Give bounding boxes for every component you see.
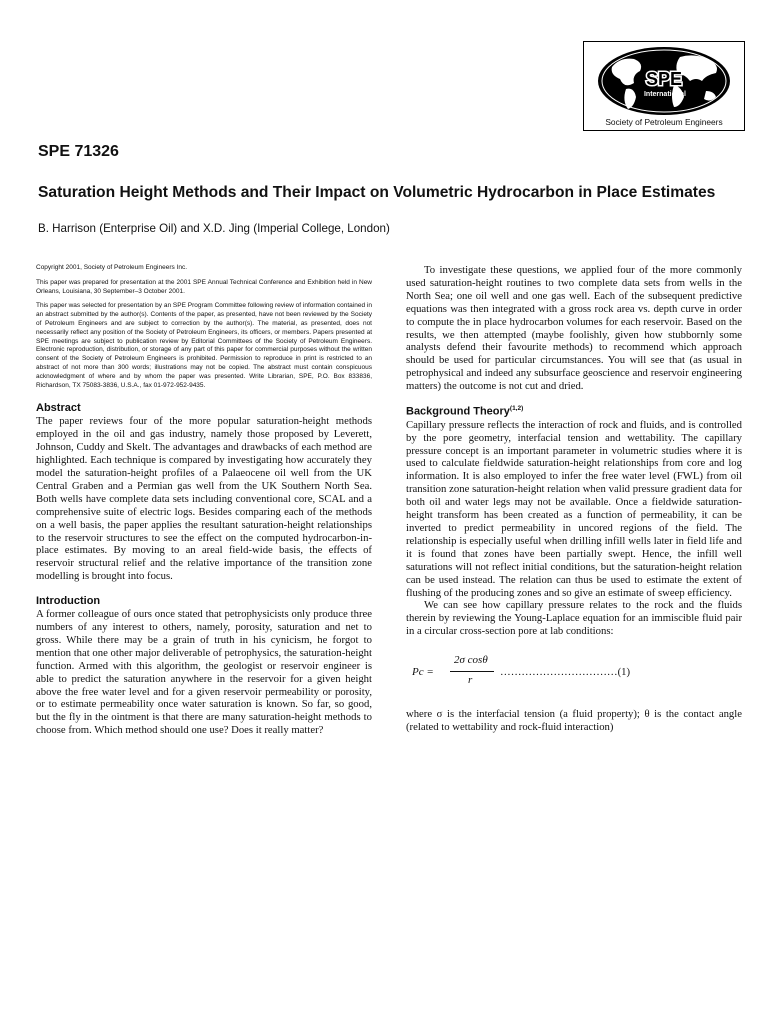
equation-lhs: Pc = <box>412 666 434 679</box>
right-column <box>406 264 742 734</box>
abstract-text: The paper reviews four of the more popular saturation-height methods employed in the oil and gas industry, namely those proposed by Leverett, Johnson, Cuddy and Skelt. The advantages and drawbacks of each method are highlighted. Each technique is compared by investigating how accurately they model the saturation-height profiles of a Palaeocene oil well from the UK Central Graben and a Permian gas well from the UK Southern North Sea. Both wells have complete data sets including conventional core, SCAL and a comprehensive suite of electric logs. Besides comparing each of the methods on a well basis, the paper applies the resultant saturation-height relationships to the reservoir structures to see the effect on the computed hydrocarbon-in-place estimates. By moving to an areal field-wide basis, the effects of reservoir structural relief and the relative importance of the transition zone modelling is brought into focus. <box>36 415 372 583</box>
equation-denominator: r <box>468 674 473 687</box>
abstract-heading: Abstract <box>36 402 81 415</box>
introduction-text: A former colleague of ours once stated that petrophysicists only produce three numbers of any interest to others, namely, porosity, saturation and net to gross. While there may be a grain of truth in his cynicism, he forgot to mention that one other major deliverable of petrophysics, the saturation-height function. Armed with this algorithm, the geologist or reservoir engineer is able to predict the saturation anywhere in the reservoir for a given height above the free water level and for a given reservoir permeability or porosity, or to estimate permeability once water saturation is known. So far, so good, but the fly in the ointment is that there are many saturation-height methods to choose from. Which method should one use? Does it really matter? <box>36 608 372 737</box>
svg-text:International: International <box>643 91 687 98</box>
left-column <box>36 264 372 737</box>
logo-caption: Society of Petroleum Engineers <box>605 117 723 127</box>
equation-numerator: 2σ cosθ <box>454 654 488 667</box>
paper-number: SPE 71326 <box>38 143 119 160</box>
svg-text:SPE: SPE <box>645 69 683 89</box>
background-theory-refs: (1,2) <box>509 405 524 413</box>
young-laplace-paragraph: We can see how capillary pressure relates to the rock and the fluids therein by reviewing the Young-Laplace equation for an immiscible fluid pair in a circular cross-section pore at lab conditions: <box>406 599 742 638</box>
presentation-notice: This paper was prepared for presentation at the 2001 SPE Annual Technical Conference and Exhibition held in New Orleans, Louisiana, 30 September–3 October 2001. <box>36 278 372 295</box>
copyright-notice: Copyright 2001, Society of Petroleum Engineers Inc. <box>36 264 188 271</box>
paper-title: Saturation Height Methods and Their Impact on Volumetric Hydrocarbon in Place Estimates <box>38 184 716 201</box>
introduction-heading: Introduction <box>36 595 101 608</box>
investigation-paragraph: To investigate these questions, we applied four of the more commonly used saturation-height routines to two complete data sets from wells in the North Sea; one oil well and one gas well. Each of the subsequent predictive equations was then integrated with a gross rock area vs. depth curve in order to compute the in place hydrocarbon volumes for each reservoir. Based on the results, we then attempted (maybe foolishly, given how stubbornly some analysts defend their favourite methods) to recommend which approach should be used for particular circumstances. You will see that (as usual in petrophysical and indeed any subsurface geoscience and reservoir engineering matters) the outcome is not cut and dried. <box>406 264 742 393</box>
background-theory-heading <box>406 405 742 418</box>
equation-number: ……………………………(1) <box>500 666 631 679</box>
capillary-pressure-paragraph: Capillary pressure reflects the interaction of rock and fluids, and is controlled by the pore geometry, interfacial tension and wettability. The capillary pressure concept is an important parameter in volumetric studies where it is used to calculate fieldwide saturation-height relationships from core and log information. It is also employed to infer the free water level (FWL) from oil transition zone saturation-height relation when valid pressure gradient data for both oil and water legs may not be available. Once a fieldwide saturation-height transform has been created as a function of permeability, it can be inverted to predict permeability in uncored regions of the field. The relationship is especially useful when drilling infill wells later in field life and it is found that zones have been partially swept. Hence, the infill well saturations will not reflect initial conditions, but the saturation-height relation can be used instead. The relation can thus be used to estimate the extent of flushing of the producing zones and so give an estimate of sweep efficiency. <box>406 418 742 599</box>
paper-authors: B. Harrison (Enterprise Oil) and X.D. Jing (Imperial College, London) <box>38 222 390 235</box>
selection-notice: This paper was selected for presentation by an SPE Program Committee following review of information contained in an abstract submitted by the author(s). Contents of the paper, as presented, have not been reviewed by the Society of Petroleum Engineers and are subject to correction by the author(s). The material, as presented, does not necessarily reflect any position of the Society of Petroleum Engineers, its officers, or members. Papers presented at SPE meetings are subject to publication review by Editorial Committees of the Society of Petroleum Engineers. Electronic reproduction, distribution, or storage of any part of this paper for commercial purposes without the written consent of the Society of Petroleum Engineers is prohibited. Permission to reproduce in print is restricted to an abstract of not more than 300 words; illustrations may not be copied. The abstract must contain conspicuous acknowledgment of where and by whom the paper was presented. Write Librarian, SPE, P.O. Box 833836, Richardson, TX 75083-3836, U.S.A., fax 01-972-952-9435. <box>36 302 372 389</box>
globe-icon <box>588 45 740 119</box>
young-laplace-equation <box>406 650 742 698</box>
spe-logo <box>583 41 745 131</box>
background-theory-title: Background Theory <box>406 405 510 418</box>
fraction-bar <box>450 671 494 672</box>
equation-definitions: where σ is the interfacial tension (a fluid property); θ is the contact angle (related to wettability and rock-fluid interaction) <box>406 708 742 734</box>
